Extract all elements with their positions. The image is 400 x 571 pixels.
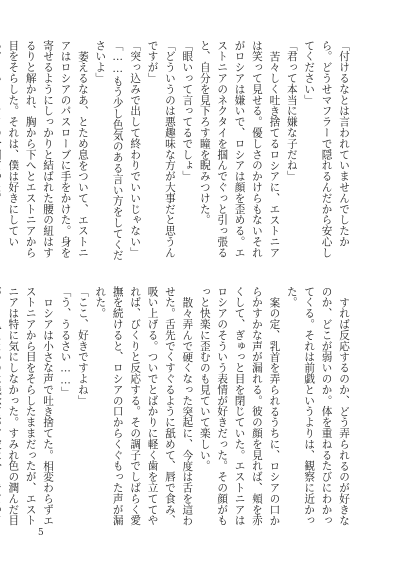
paragraph: 「う、うるさい……」 [59, 286, 72, 398]
page-number: 5 [38, 528, 44, 538]
paragraph: ロシアは小さな声で吐き捨てた。相変わらずエストニアから目をそらしたままだったが、エストニアは特に気にしなかった。すみれ色の潤んだ目 [7, 286, 55, 526]
paragraph: 散々弄んで硬くなった突起に、今度は舌を這わせた。舌先でくすぐるように舐めて、唇で食み、吸い上げる。ついでとばかりに軽く歯を立ててやれば、びくりと反応する。その調子でしばらく愛撫を続けると、ロシアの口からくぐもった声が漏れた。 [94, 286, 194, 526]
paragraph: 「……もう少し色気のある言い方をしてくださいよ」 [94, 40, 124, 261]
paragraph: 「君って本当に嫌な子だね」 [285, 40, 298, 182]
paragraph: 「どういうのは悪趣味な方が大事だと思うんですが」 [146, 40, 176, 258]
paragraph: 萎えるなあ、とため息をついて、エストニアはロシアのパスローブに手をかけた。身を寄せるようにしっかりと結ばれた腰の紐はするりと解かれ、胸から下へとエストニアから目をそらした。それは、僕は好きにしてい [7, 40, 89, 258]
text-block-upper [7, 40, 352, 265]
paragraph: 「付けるなとは言われていませんでしたから。どうせマフラーで隠れるんだから安心してください」 [303, 40, 350, 258]
paragraph: すれば反応するのか、どう弄られるのが好きなのか、どこが弱いのか。体を重ねるたびにわかってくる。それは前戯というよりは、観察に近かった。 [285, 286, 350, 526]
paragraph: 「眼いって言ってるでしょ」 [181, 40, 194, 182]
paragraph: 「ここ、好きですよね」 [76, 286, 89, 406]
text-block-lower [7, 286, 352, 526]
paragraph: 案の定、乳首を弄られるうちに、ロシアの口からかすかな声が漏れる。彼の顔を見れば、頬を赤くして、ぎゅっと目を閉じていた。エストニアはロシアのそういう表情が好きだった。その顔がもっと快楽に歪むのも見ていて楽しい。 [198, 286, 281, 526]
paragraph: 苦々しく吐き捨てるロシアに、エストニアは笑って見せる。優しさのかけらもないそれがロシアは嫌いで、ロシアは顔を歪める。エストニアのネクタイを掴んでぐっと引っ張ると、自分を見下ろす瞳を睨みつけた。 [198, 40, 281, 258]
paragraph: 「突っ込みで出して終わりでいいじゃない」 [129, 40, 142, 258]
